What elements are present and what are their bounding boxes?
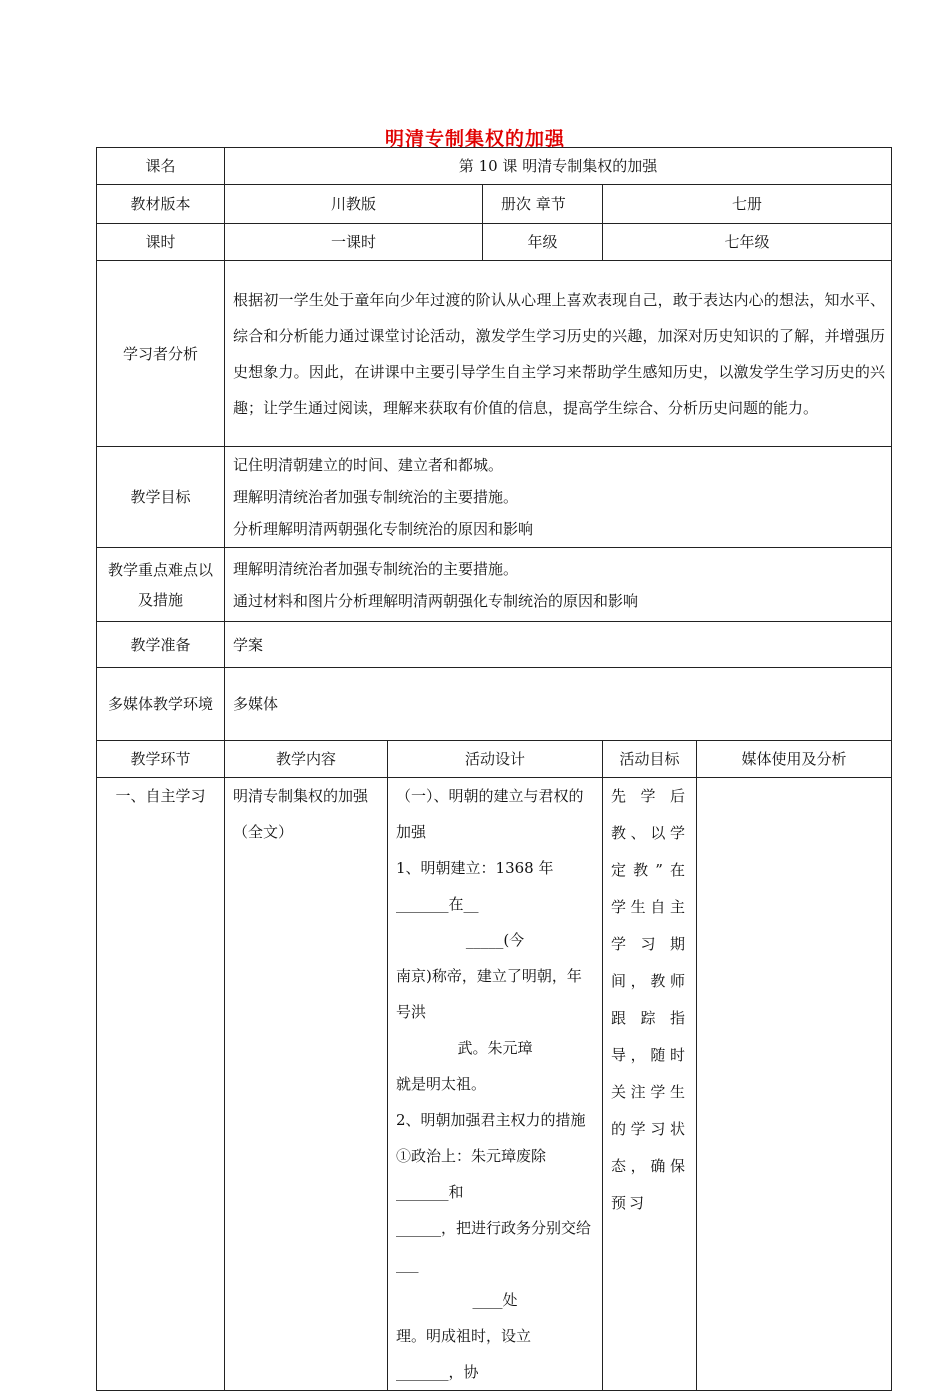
course-value: 第 10 课 明清专制集权的加强 [225,148,892,185]
grade-label: 年级 [483,224,603,261]
goal-line-3: 分析理解明清两朝强化专制统治的原因和影响 [233,520,534,538]
document-title: 明清专制集权的加强 [384,128,565,150]
activity-cell [388,778,603,1391]
activity-line-8: ①政治上：朱元璋废除_______和 [396,1147,547,1201]
header-goal: 活动目标 [603,741,697,778]
header-media: 媒体使用及分析 [697,741,892,778]
period-value: 一课时 [225,224,483,261]
activity-goal-cell: 先学后教、以学定教”在学生自主学习期间，教师跟踪指导，随时关注学生的学习状态，确保预习 [603,778,697,1391]
goals-label: 教学目标 [97,447,225,548]
activity-line-9: ______，把进行政务分别交给___ [396,1219,592,1273]
key-line-1: 理解明清统治者加强专制统治的主要措施。 [233,559,519,578]
activity-line-1: （一）、明朝的建立与君权的加强 [396,787,584,841]
header-activity: 活动设计 [388,741,603,778]
course-label: 课名 [97,148,225,185]
lesson-plan-table [96,147,892,1391]
period-label: 课时 [97,224,225,261]
goal-line-2: 理解明清统治者加强专制统治的主要措施。 [233,488,519,506]
prep-label: 教学准备 [97,622,225,668]
media-analysis-cell [697,778,892,1391]
activity-line-7: 2、明朝加强君主权力的措施 [396,1111,586,1129]
media-env-value: 多媒体 [225,668,892,741]
goal-line-1: 记住明清朝建立的时间、建立者和都城。 [233,456,504,474]
learner-label: 学习者分析 [97,261,225,447]
header-stage: 教学环节 [97,741,225,778]
key-points-label: 教学重点难点以及措施 [97,548,225,622]
activity-line-5: 武。朱元璋 [457,1039,533,1057]
key-points-list [225,548,892,622]
learner-analysis-text: 根据初一学生处于童年向少年过渡的阶认从心理上喜欢表现自己，敢于表达内心的想法，知水平、综合和分析能力通过课堂讨论活动，激发学生学习历史的兴趣，加深对历史知识的了解，并增强历史想象力。因此，在讲课中主要引导学生自主学习来帮助学生感知历史，以激发学生学习历史的兴趣；让学生通过阅读，理解来获取有价值的信息，提高学生综合、分析历史问题的能力。 [225,261,892,447]
edition-label: 教材版本 [97,185,225,224]
activity-line-3: _____(今 [465,931,525,949]
grade-value: 七年级 [603,224,892,261]
header-content: 教学内容 [225,741,388,778]
activity-line-6: 就是明太祖。 [396,1075,487,1093]
activity-line-2: 1、明朝建立：1368 年_______在__ [396,859,554,913]
stage-cell: 一、自主学习 [97,778,225,1391]
chapter-label: 册次 章节 [483,185,603,224]
media-env-label: 多媒体教学环境 [97,668,225,741]
prep-value: 学案 [225,622,892,668]
activity-line-4: 南京)称帝，建立了明朝，年号洪 [396,967,582,1021]
chapter-value: 七册 [603,185,892,224]
content-cell: 明清专制集权的加强（全文） [225,778,388,1391]
goals-list [225,447,892,548]
activity-line-10: ____处 [472,1291,518,1309]
key-line-2: 通过材料和图片分析理解明清两朝强化专制统治的原因和影响 [233,591,639,610]
activity-line-11: 理。明成祖时，设立_______，协 [396,1327,532,1381]
edition-value: 川教版 [225,185,483,224]
